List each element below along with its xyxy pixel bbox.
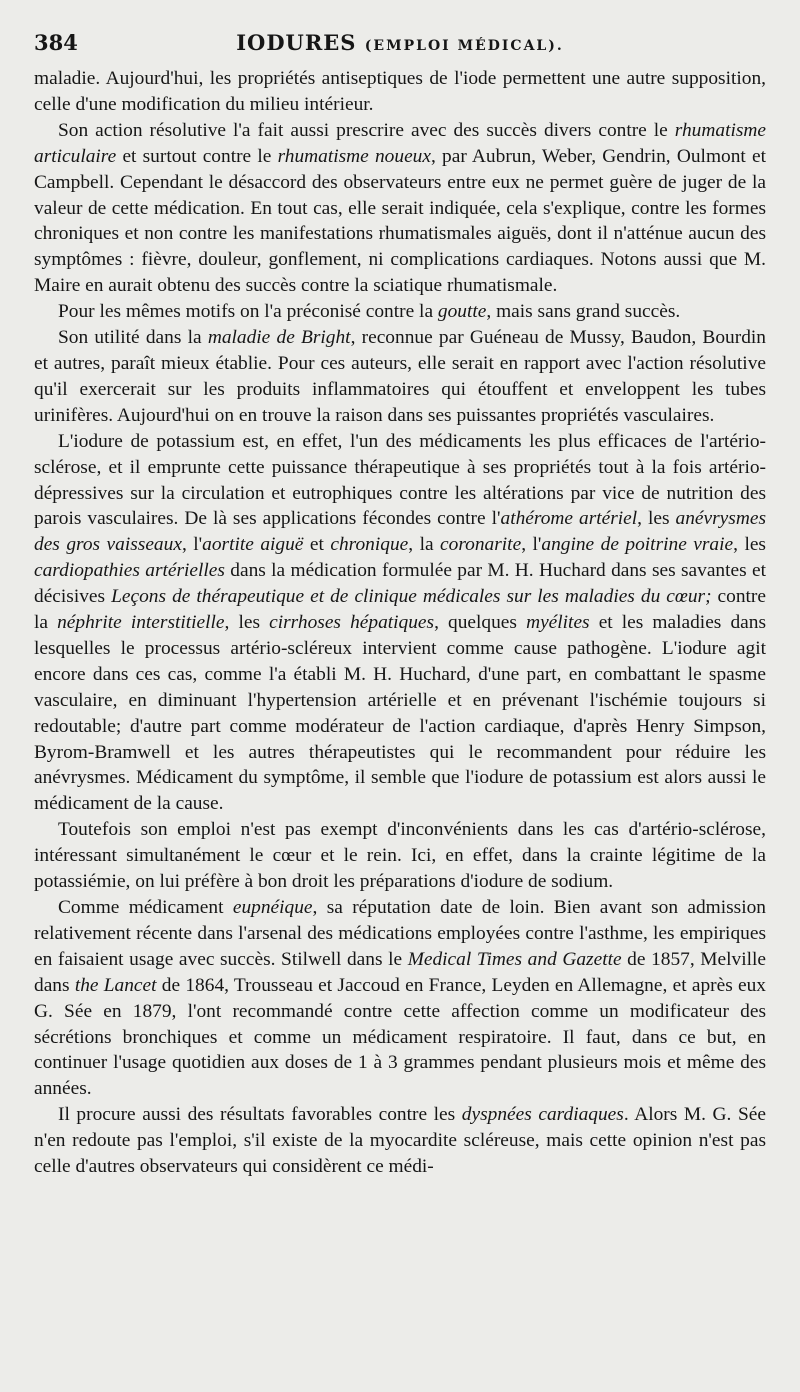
text-run: . Alors M. G. Sée n'en redoute pas l'emploi, s'il existe de la myocardite scléreuse, mais cette opinion n'est pas celle d'autres observateurs qui considèrent ce médi- xyxy=(34,1104,766,1178)
italic-text: chronique xyxy=(330,534,409,556)
text-run: , reconnue par Guéneau de Mussy, Baudon, Bourdin et autres, paraît mieux établie. Pour ces auteurs, elle serait en rapport avec l'action résolutive qu'il exercerait sur les produits inflammatoires qui étouffent et enveloppent les tubes urinifères. Aujourd'hui on en trouve la raison dans ses puissantes propriétés vasculaires. xyxy=(34,327,766,426)
text-run: de 1857, Melville dans xyxy=(34,948,766,996)
text-run: , les xyxy=(733,534,766,556)
text-run: , l' xyxy=(181,534,203,556)
paragraph xyxy=(34,429,766,818)
text-run: , sa réputation date de loin. Bien avant son admission relativement récente dans l'arsenal des médications employées contre l'asthme, les empiriques en faisaient usage avec succès. Stilwell dans le xyxy=(34,897,766,970)
italic-text: dyspnées cardiaques xyxy=(461,1104,624,1126)
text-run: et surtout contre le xyxy=(116,145,278,167)
italic-text: Leçons de thérapeutique et de clinique médicales sur les maladies du cœur; xyxy=(111,586,712,608)
text-run: , les xyxy=(637,508,676,530)
italic-text: néphrite interstitielle xyxy=(57,612,225,634)
paragraph xyxy=(34,895,766,1102)
text-run: dans la médication formulée par M. H. Huchard dans ses savantes et décisives xyxy=(34,560,766,608)
italic-text: rhumatisme articulaire xyxy=(34,119,766,167)
italic-text: goutte xyxy=(437,301,487,323)
text-run: Toutefois son emploi n'est pas exempt d'inconvénients dans les cas d'artério-sclérose, intéressant simultanément le cœur et le rein. Ici, en effet, dans la crainte légitime de la potassiémie, on lui préfère à bon droit les préparations d'iodure de sodium. xyxy=(34,819,766,893)
text-run: , mais sans grand succès. xyxy=(486,301,681,323)
italic-text: cardiopathies artérielles xyxy=(34,560,225,582)
text-run: Son action résolutive l'a fait aussi prescrire avec des succès divers contre le xyxy=(58,119,675,141)
italic-text: Medical Times and Gazette xyxy=(407,948,622,970)
italic-text: cirrhoses hépatiques xyxy=(269,612,435,634)
text-run: , l' xyxy=(521,534,542,556)
italic-text: anévrysmes des gros vaisseaux xyxy=(34,508,766,556)
text-run: , la xyxy=(408,534,441,556)
paragraph xyxy=(34,66,766,118)
italic-text: maladie de Bright xyxy=(207,327,351,349)
text-run: Comme médicament xyxy=(58,897,233,918)
text-run: et xyxy=(303,534,331,556)
italic-text: athérome artériel xyxy=(500,508,638,530)
running-title xyxy=(34,30,766,55)
running-title-sub: (EMPLOI MÉDICAL). xyxy=(364,38,564,54)
italic-text: coronarite xyxy=(440,534,522,556)
text-run: L'iodure de potassium est, en effet, l'un des médicaments les plus efficaces de l'artério-sclérose, et il emprunte cette puissance thérapeutique à ses propriétés tout à la fois artério-dépressives sur la circulation et eutrophiques contre les altérations par vice de nutrition des parois vasculaires. De là ses applications fécondes contre l' xyxy=(34,430,766,530)
text-run: contre la xyxy=(34,586,766,634)
text-run: Pour les mêmes motifs on l'a préconisé contre la xyxy=(58,301,438,323)
paragraph xyxy=(34,299,766,325)
paragraph xyxy=(34,118,766,299)
text-run: , par Aubrun, Weber, Gendrin, Oulmont et Campbell. Cependant le désaccord des observateurs entre eux ne permet guère de juger de la valeur de cette médication. En tout cas, elle serait indiquée, cela s'explique, contre les formes chroniques et non contre les manifestations rhumatismales aiguës, dont il n'atténue aucun des symptômes : fièvre, douleur, gonflement, ni complications cardiaques. Notons aussi que M. Maire en aurait obtenu des succès contre la sciatique rhumatismale. xyxy=(34,145,766,297)
running-header xyxy=(34,26,766,60)
paragraph xyxy=(34,325,766,429)
body-text xyxy=(34,66,766,1180)
paragraph xyxy=(34,817,766,895)
text-run: Il procure aussi des résultats favorables contre les xyxy=(58,1104,462,1126)
text-run: , les xyxy=(224,612,270,634)
text-run: et les maladies dans lesquelles le processus artério-scléreux intervient comme cause pathogène. L'iodure agit encore dans ces cas, comme l'a établi M. H. Huchard, d'une part, en combattant le spasme vasculaire, en diminuant l'hypertension artérielle et en prévenant l'ischémie toujours si redoutable; d'autre part comme modérateur de l'action cardiaque, d'après Henry Simpson, Byrom-Bramwell et les autres thérapeutistes qui le recommandent pour réduire les anévrysmes. Médicament du symptôme, il semble que l'iodure de potassium est alors aussi le médicament de la cause. xyxy=(34,612,766,815)
italic-text: myélites xyxy=(526,612,590,634)
italic-text: eupnéique xyxy=(232,897,313,918)
page-number: 384 xyxy=(34,30,78,55)
paragraph xyxy=(34,1102,766,1180)
text-run: Son utilité dans la xyxy=(58,327,208,349)
italic-text: angine de poitrine vraie xyxy=(541,534,734,556)
italic-text: the Lancet xyxy=(74,974,157,996)
text-run: de 1864, Trousseau et Jaccoud en France, Leyden en Allemagne, et après eux G. Sée en 1879, l'ont recommandé contre cette affection comme un modificateur des sécrétions bronchiques et comme un médicament respiratoire. Il faut, dans ce but, en continuer l'usage quotidien aux doses de 1 à 3 grammes pendant plusieurs mois et même des années. xyxy=(34,974,766,1100)
running-title-main: IODURES xyxy=(236,30,357,55)
text-run: maladie. Aujourd'hui, les propriétés antiseptiques de l'iode permettent une autre supposition, celle d'une modification du milieu intérieur. xyxy=(34,68,766,115)
italic-text: aortite aiguë xyxy=(202,534,304,556)
italic-text: rhumatisme noueux xyxy=(277,145,431,167)
text-run: , quelques xyxy=(434,612,527,634)
